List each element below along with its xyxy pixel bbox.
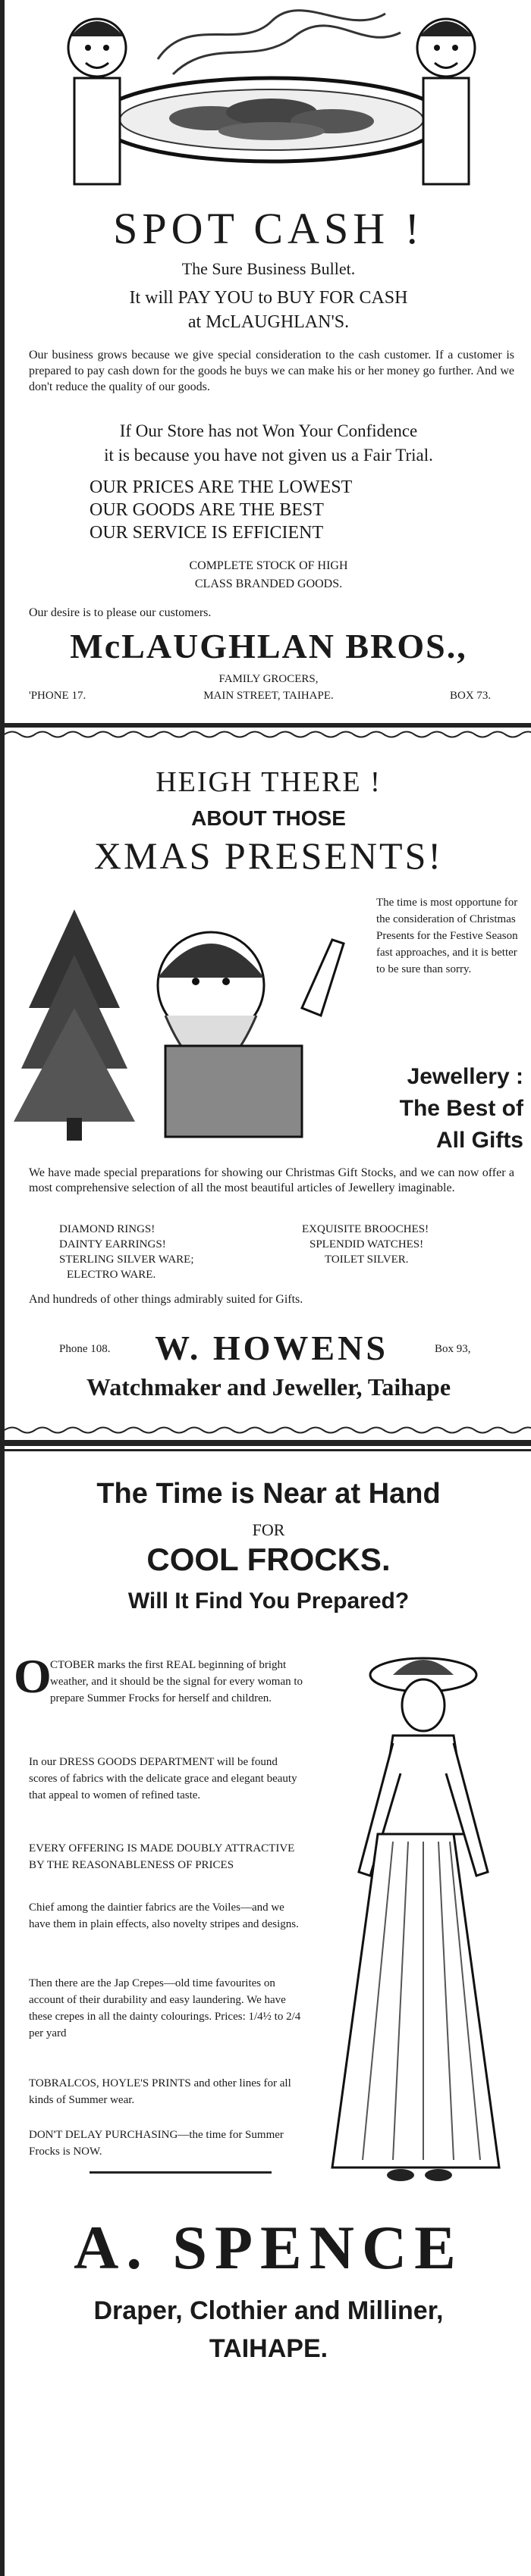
a-spence-name: A. SPENCE bbox=[74, 2213, 463, 2282]
claims-block bbox=[90, 476, 514, 544]
draper-clothier-line: Draper, Clothier and Milliner, bbox=[93, 2296, 444, 2325]
dont-delay-paragraph: DON'T DELAY PURCHASING—the time for Summer Frocks is NOW. bbox=[29, 2129, 284, 2158]
doubly-attractive-paragraph: EVERY OFFERING IS MADE DOUBLY ATTRACTIVE BY THE REASONABLENESS OF PRICES bbox=[29, 1842, 295, 1871]
item-dainty-earrings: DAINTY EARRINGS! bbox=[59, 1238, 166, 1250]
stock-line-1: COMPLETE STOCK OF HIGH bbox=[189, 559, 348, 572]
time-opportune-text: The time is most opportune for the consideration of Christmas Presents for the Festive Season fast approaches, and it is better to be sure than sorry. bbox=[376, 897, 518, 975]
left-column-rule bbox=[0, 0, 5, 2576]
will-it-find-heading: Will It Find You Prepared? bbox=[127, 1588, 410, 1614]
best-of-heading: The Best of bbox=[399, 1096, 523, 1121]
drop-cap: O bbox=[14, 1649, 52, 1703]
box-number: BOX 73. bbox=[450, 690, 492, 702]
item-electro-ware: ELECTRO WARE. bbox=[67, 1269, 156, 1281]
phone-number: 'PHONE 17. bbox=[29, 690, 86, 702]
mclaughlan-bros-name: McLAUGHLAN BROS., bbox=[70, 627, 467, 665]
hundreds-line: And hundreds of other things admirably suited for Gifts. bbox=[29, 1293, 303, 1306]
about-those-heading: ABOUT THOSE bbox=[191, 806, 346, 830]
pay-you-line: It will PAY YOU to BUY FOR CASH bbox=[129, 288, 408, 308]
heigh-there-heading: HEIGH THERE ! bbox=[156, 766, 382, 798]
voiles-paragraph: Chief among the daintier fabrics are the Voiles—and we have them in plain effects, also novelty stripes and designs. bbox=[29, 1901, 299, 1930]
desire-line: Our desire is to please our customers. bbox=[29, 606, 212, 619]
double-separator-rule bbox=[5, 1440, 531, 1446]
taihape-line: TAIHAPE. bbox=[209, 2334, 328, 2363]
time-near-heading: The Time is Near at Hand bbox=[96, 1478, 441, 1510]
jap-crepes-paragraph: Then there are the Jap Crepes—old time favourites on account of their durability and easy laundering. We have these crepes in all the dainty colourings. Prices: 1/4½ to 2/4 per yard bbox=[29, 1977, 301, 2039]
thin-separator-rule bbox=[5, 1449, 531, 1451]
short-rule bbox=[90, 2171, 272, 2174]
wavy-border-lower bbox=[5, 1425, 531, 1435]
xmas-presents-heading: XMAS PRESENTS! bbox=[93, 834, 444, 877]
item-splendid-watches: SPLENDID WATCHES! bbox=[309, 1238, 424, 1250]
wavy-border bbox=[5, 729, 531, 740]
mclaughlan-advert bbox=[14, 6, 523, 772]
claim-service: OUR SERVICE IS EFFICIENT bbox=[90, 523, 324, 543]
spence-advert bbox=[14, 1463, 523, 2569]
howens-advert bbox=[14, 750, 523, 1463]
at-mclaughlans-line: at McLAUGHLAN'S. bbox=[187, 312, 350, 332]
for-heading: FOR bbox=[252, 1520, 285, 1539]
items-left-list bbox=[59, 1222, 287, 1282]
cool-frocks-heading: COOL FROCKS. bbox=[146, 1542, 391, 1577]
preparations-paragraph: We have made special preparations for showing our Christmas Gift Stocks, and we can now offer a most comprehensive selection of all the most beautiful articles of Jewellery imaginable. bbox=[29, 1166, 514, 1194]
family-grocers: FAMILY GROCERS, bbox=[218, 673, 319, 685]
howens-box: Box 93, bbox=[435, 1343, 471, 1355]
items-right-list bbox=[302, 1222, 514, 1267]
dress-goods-paragraph: In our DRESS GOODS DEPARTMENT will be found scores of fabrics with the delicate grace and elegant beauty that appeal to women of refined taste. bbox=[29, 1756, 297, 1801]
item-exquisite-brooches: EXQUISITE BROOCHES! bbox=[302, 1223, 429, 1235]
tobralcos-paragraph: TOBRALCOS, HOYLE'S PRINTS and other lines for all kinds of Summer wear. bbox=[29, 2077, 291, 2106]
jewellery-gifts-block bbox=[363, 1061, 523, 1157]
spot-cash-headline: SPOT CASH ! bbox=[113, 204, 424, 253]
confidence-line-1: If Our Store has not Won Your Confidence bbox=[119, 421, 418, 440]
jewellery-heading: Jewellery : bbox=[407, 1064, 523, 1089]
all-gifts-heading: All Gifts bbox=[435, 1128, 523, 1153]
sure-business-subhead: The Sure Business Bullet. bbox=[181, 259, 356, 278]
chefs-with-platter-illustration bbox=[44, 6, 499, 188]
separator-rule bbox=[5, 723, 531, 728]
main-street-address: MAIN STREET, TAIHAPE. bbox=[203, 690, 334, 702]
santa-illustration bbox=[14, 894, 355, 1144]
october-paragraph: CTOBER marks the first REAL beginning of bright weather, and it should be the signal for every woman to prepare Summer Frocks for herself and children. bbox=[50, 1659, 303, 1704]
claim-goods: OUR GOODS ARE THE BEST bbox=[90, 500, 324, 520]
claim-prices: OUR PRICES ARE THE LOWEST bbox=[90, 477, 353, 497]
confidence-line-2: it is because you have not given us a Fair Trial. bbox=[104, 446, 433, 465]
stock-line-2: CLASS BRANDED GOODS. bbox=[194, 577, 343, 590]
woman-frock-illustration bbox=[317, 1645, 514, 2190]
w-howens-name: W. HOWENS bbox=[155, 1329, 388, 1367]
cash-customer-paragraph: Our business grows because we give special consideration to the cash customer. If a customer is prepared to pay cash down for the goods he buys we can make his or her money go further. And we don't reduce the quality of our goods. bbox=[29, 349, 514, 393]
item-sterling-silver: STERLING SILVER WARE; bbox=[59, 1254, 194, 1266]
howens-phone: Phone 108. bbox=[59, 1343, 111, 1355]
item-diamond-rings: DIAMOND RINGS! bbox=[59, 1223, 156, 1235]
watchmaker-jeweller-line: Watchmaker and Jeweller, Taihape bbox=[86, 1373, 451, 1401]
item-toilet-silver: TOILET SILVER. bbox=[325, 1254, 409, 1266]
